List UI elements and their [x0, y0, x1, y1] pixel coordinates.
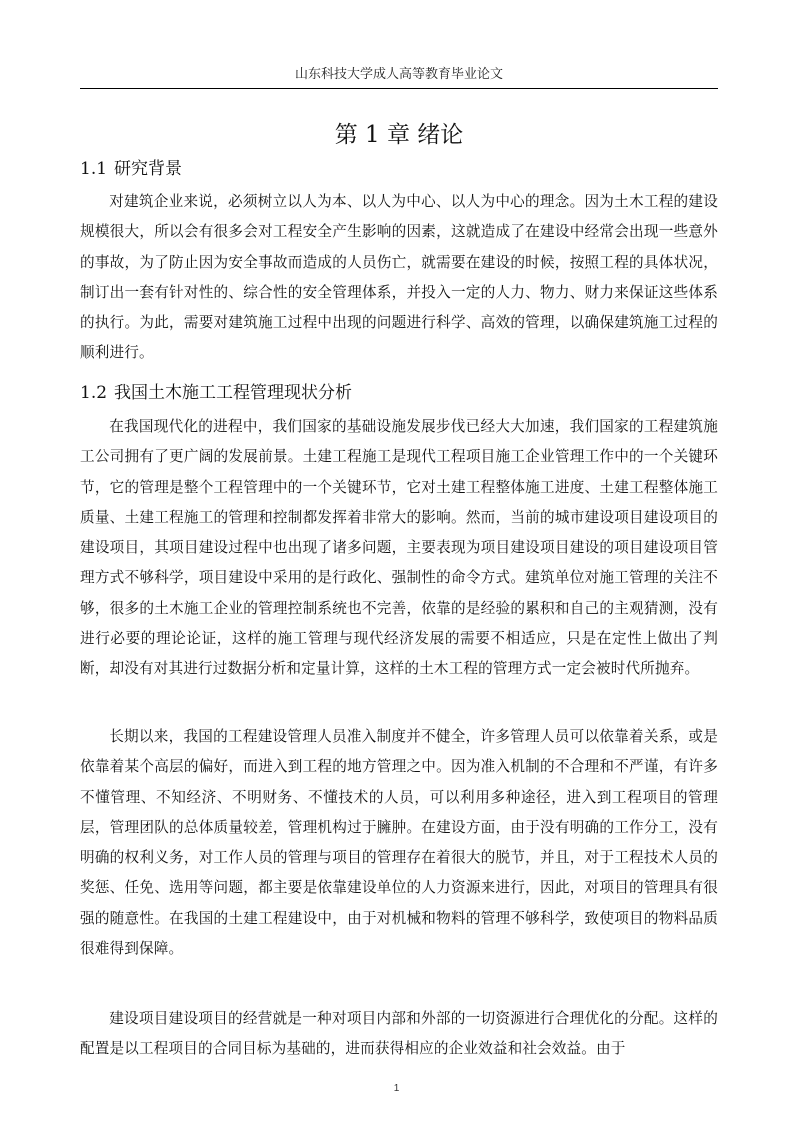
section-number: 1.1 — [80, 159, 108, 179]
section-title-text: 我国土木施工工程管理现状分析 — [114, 383, 352, 403]
body-paragraph: 长期以来，我国的工程建设管理人员准入制度并不健全，许多管理人员可以依靠着关系，或是依靠着某个高层的偏好，而进入到工程的地方管理之中。因为准入机制的不合理和不严谨，有许多不懂管理、不知经济、不明财务、不懂技术的人员，可以利用多种途径，进入到工程项目的管理层，管理团队的总体质量较差，管理机构过于臃肿。在建设方面，由于没有明确的工作分工，没有明确的权利义务，对工作人员的管理与项目的管理存在着很大的脱节，并且，对于工程技术人员的奖惩、任免、选用等问题，都主要是依靠建设单位的人力资源来进行，因此，对项目的管理具有很强的随意性。在我国的土建工程建设中，由于对机械和物料的管理不够科学，致使项目的物料品质很难得到保障。 — [80, 728, 718, 958]
section-heading-1-2 — [80, 384, 352, 402]
body-paragraph: 在我国现代化的进程中，我们国家的基础设施发展步伐已经大大加速，我们国家的工程建筑施工公司拥有了更广阔的发展前景。土建工程施工是现代工程项目施工企业管理工作中的一个关键环节，它的管理是整个工程管理中的一个关键环节，它对土建工程整体施工进度、土建工程整体施工质量、土建工程施工的管理和控制都发挥着非常大的影响。然而，当前的城市建设项目建设项目的建设项目，其项目建设过程中也出现了诸多问题，主要表现为项目建设项目建设的项目建设项目管理方式不够科学，项目建设中采用的是行政化、强制性的命令方式。建筑单位对施工管理的关注不够，很多的土木施工企业的管理控制系统也不完善，依靠的是经验的累积和自己的主观猜测，没有进行必要的理论论证，这样的施工管理与现代经济发展的需要不相适应，只是在定性上做出了判断，却没有对其进行过数据分析和定量计算，这样的土木工程的管理方式一定会被时代所抛弃。 — [80, 418, 718, 678]
body-paragraph: 对建筑企业来说，必须树立以人为本、以人为中心、以人为中心的理念。因为土木工程的建设规模很大，所以会有很多会对工程安全产生影响的因素，这就造成了在建设中经常会出现一些意外的事故，为了防止因为安全事故而造成的人员伤亡，就需要在建设的时候，按照工程的具体状况，制订出一套有针对性的、综合性的安全管理体系，并投入一定的人力、物力、财力来保证这些体系的执行。为此，需要对建筑施工过程中出现的问题进行科学、高效的管理，以确保建筑施工过程的顺利进行。 — [80, 193, 718, 362]
chapter-title: 第 1 章 绪论 — [334, 122, 464, 148]
header-rule — [80, 88, 718, 89]
section-number: 1.2 — [80, 383, 108, 403]
running-header: 山东科技大学成人高等教育毕业论文 — [294, 67, 503, 82]
body-paragraph: 建设项目建设项目的经营就是一种对项目内部和外部的一切资源进行合理优化的分配。这样的配置是以工程项目的合同目标为基础的，进而获得相应的企业效益和社会效益。由于 — [80, 1010, 718, 1058]
page-number: 1 — [393, 1083, 400, 1094]
section-title-text: 研究背景 — [114, 159, 182, 179]
section-heading-1-1 — [80, 160, 182, 178]
